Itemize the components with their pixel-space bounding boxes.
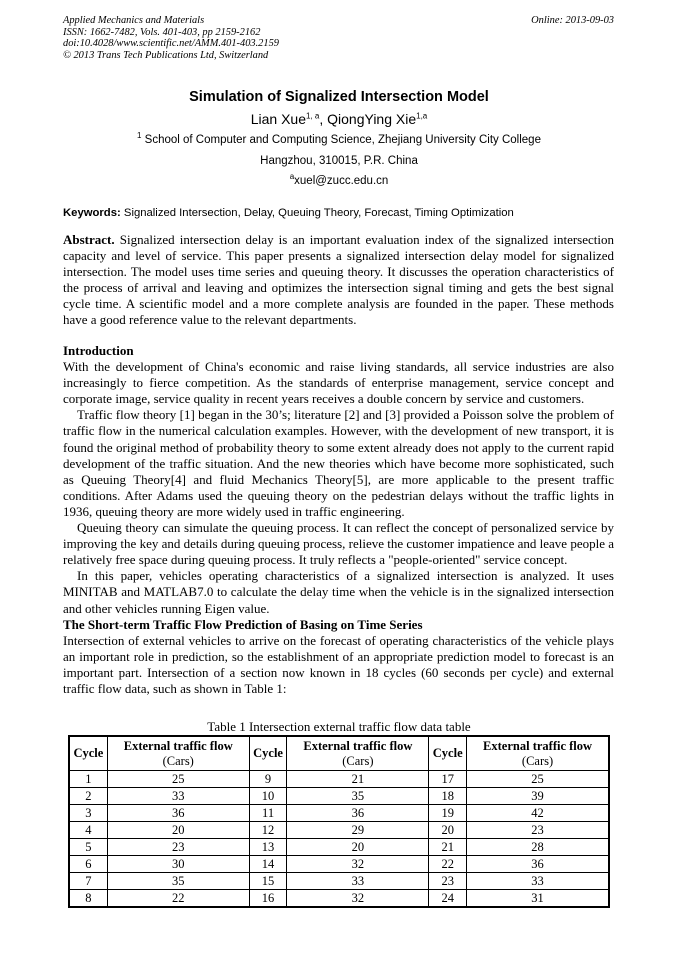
col-cycle-2: Cycle (249, 736, 287, 771)
table-cell: 25 (467, 771, 609, 788)
journal-header (63, 15, 279, 61)
paper-title: Simulation of Signalized Intersection Model (189, 89, 489, 105)
col-flow-1-unit: (Cars) (162, 753, 194, 768)
table-cell: 36 (107, 805, 249, 822)
table-cell: 13 (249, 839, 287, 856)
intro-paragraph-3: Queuing theory can simulate the queuing process. It can reflect the concept of personalized service by improving the key and details during queuing process, relieve the customer impatience and leave people a relatively free space during queuing process. It truly reflects a "people-oriented" service concept. (63, 520, 614, 568)
introduction-heading: Introduction (63, 343, 134, 358)
table-cell: 22 (107, 890, 249, 908)
table-cell: 33 (107, 788, 249, 805)
table-cell: 31 (467, 890, 609, 908)
table-cell: 30 (107, 856, 249, 873)
table-cell: 12 (249, 822, 287, 839)
author-2: QiongYing Xie (327, 111, 417, 127)
table-header-row (69, 736, 609, 771)
table-cell: 7 (69, 873, 107, 890)
col-flow-2-label: External traffic flow (303, 739, 413, 753)
table-cell: 33 (287, 873, 429, 890)
table-cell: 15 (249, 873, 287, 890)
title-block (0, 88, 678, 189)
table-cell: 32 (287, 890, 429, 908)
table-cell: 24 (429, 890, 467, 908)
email-address: xuel@zucc.edu.cn (294, 175, 389, 187)
col-flow-2-unit: (Cars) (342, 753, 374, 768)
online-date: Online: 2013-09-03 (531, 15, 614, 26)
affiliation-line (0, 132, 678, 148)
table-row (69, 890, 609, 908)
doi-line: doi:10.4028/www.scientific.net/AMM.401-403.2159 (63, 38, 279, 49)
affiliation-sup: 1 (137, 131, 142, 141)
table-1-caption: Table 1 Intersection external traffic flow data table (207, 719, 471, 734)
col-flow-3-label: External traffic flow (483, 739, 593, 753)
col-flow-2 (287, 736, 429, 771)
issn-line: ISSN: 1662-7482, Vols. 401-403, pp 2159-2162 (63, 26, 261, 38)
table-cell: 4 (69, 822, 107, 839)
table-cell: 20 (429, 822, 467, 839)
intro-paragraph-1: With the development of China's economic and raise living standards, all service industries are also increasingly to fierce competition. As the standards of enterprise management, service concept and corporate image, service quality in recent years receives a double concern by service and customers. (63, 359, 614, 407)
author-separator: , (319, 111, 328, 127)
online-date-header (531, 15, 614, 27)
author-1-sup: 1, a (306, 111, 320, 121)
author-2-sup: 1,a (416, 111, 428, 121)
table-cell: 6 (69, 856, 107, 873)
table-cell: 33 (467, 873, 609, 890)
intro-paragraph-2: Traffic flow theory [1] began in the 30’s; literature [2] and [3] provided a Poisson solve the problem of traffic flow in the numerical calculation examples. However, with the development of new transport, it is found the original method of probability theory to some extent already does not apply to the current rapid development of the traffic situation. And the new theories which have become more sophisticated, such as Queuing Theory[4] and fluid Mechanics Theory[5], are more applicable to the present traffic conditions. After Adams used the queuing theory on the pedestrian delays without the traffic lights in 1936, queuing theory are more widely used in traffic engineering. (63, 407, 614, 519)
table-cell: 20 (287, 839, 429, 856)
table-cell: 22 (429, 856, 467, 873)
table-cell: 35 (107, 873, 249, 890)
table-cell: 21 (287, 771, 429, 788)
section-2-heading: The Short-term Traffic Flow Prediction of Basing on Time Series (63, 616, 423, 632)
table-cell: 14 (249, 856, 287, 873)
journal-name: Applied Mechanics and Materials (63, 15, 205, 26)
author-1: Lian Xue (250, 111, 307, 127)
table-cell: 11 (249, 805, 287, 822)
table-cell: 17 (429, 771, 467, 788)
section-2-paragraph-1: Intersection of external vehicles to arrive on the forecast of operating characteristics of the vehicle plays an important role in prediction, so the establishment of an appropriate prediction model to forecast is an important part. Intersection of a section now known in 18 cycles (60 seconds per cycle) and external traffic flow data, such as shown in Table 1: (63, 632, 614, 696)
table-row (69, 788, 609, 805)
table-cell: 10 (249, 788, 287, 805)
table-cell: 36 (287, 805, 429, 822)
table-cell: 5 (69, 839, 107, 856)
abstract-label: Abstract. (63, 232, 115, 247)
city-line: Hangzhou, 310015, P.R. China (260, 155, 418, 167)
col-flow-1 (107, 736, 249, 771)
table-cell: 39 (467, 788, 609, 805)
email-line (0, 173, 678, 189)
table-cell: 29 (287, 822, 429, 839)
table-cell: 2 (69, 788, 107, 805)
keywords-line (63, 205, 614, 221)
traffic-flow-table (68, 735, 610, 908)
col-cycle-1: Cycle (69, 736, 107, 771)
intro-paragraph-4: In this paper, vehicles operating characteristics of a signalized intersection is analyzed. It uses MINITAB and MATLAB7.0 to calculate the delay time when the vehicle is in the signalized intersection and other vehicles running Eigen value. (63, 568, 614, 616)
keywords-text: Signalized Intersection, Delay, Queuing Theory, Forecast, Timing Optimization (120, 207, 514, 219)
table-cell: 21 (429, 839, 467, 856)
keywords-label: Keywords: (63, 207, 121, 219)
col-cycle-3: Cycle (429, 736, 467, 771)
table-cell: 35 (287, 788, 429, 805)
table-row (69, 873, 609, 890)
col-flow-3-unit: (Cars) (521, 753, 554, 768)
table-cell: 42 (467, 805, 609, 822)
table-row (69, 805, 609, 822)
table-cell: 19 (429, 805, 467, 822)
abstract-block (63, 232, 614, 329)
table-row (69, 771, 609, 788)
table-cell: 25 (107, 771, 249, 788)
table-cell: 3 (69, 805, 107, 822)
table-cell: 9 (249, 771, 287, 788)
table-cell: 18 (429, 788, 467, 805)
table-row (69, 822, 609, 839)
table-cell: 23 (429, 873, 467, 890)
table-row (69, 839, 609, 856)
col-flow-1-label: External traffic flow (123, 739, 233, 753)
table-cell: 23 (467, 822, 609, 839)
abstract-text: Signalized intersection delay is an important evaluation index of the signalized intersection capacity and level of service. This paper presents a signalized intersection delay model for signalized intersection. The model uses time series and queuing theory. It discusses the operation characteristics of the process of arrival and leaving and optimizes the intersection signal timing and gets the best signal cycle time. A scientific model and a more complete analysis are founded in the paper. These methods have a good reference value to the relevant departments. (63, 232, 614, 328)
table-cell: 1 (69, 771, 107, 788)
table-cell: 28 (467, 839, 609, 856)
table-cell: 32 (287, 856, 429, 873)
body-text (63, 343, 614, 697)
col-flow-3 (467, 736, 609, 771)
affiliation: School of Computer and Computing Science, Zhejiang University City College (141, 134, 541, 146)
abstract-paragraph (63, 232, 614, 329)
copyright-line: © 2013 Trans Tech Publications Ltd, Switzerland (63, 49, 269, 61)
authors-line (0, 109, 678, 129)
table-row (69, 856, 609, 873)
email-sup: a (289, 172, 295, 182)
table-cell: 36 (467, 856, 609, 873)
table-cell: 8 (69, 890, 107, 908)
table-cell: 20 (107, 822, 249, 839)
table-cell: 23 (107, 839, 249, 856)
table-cell: 16 (249, 890, 287, 908)
